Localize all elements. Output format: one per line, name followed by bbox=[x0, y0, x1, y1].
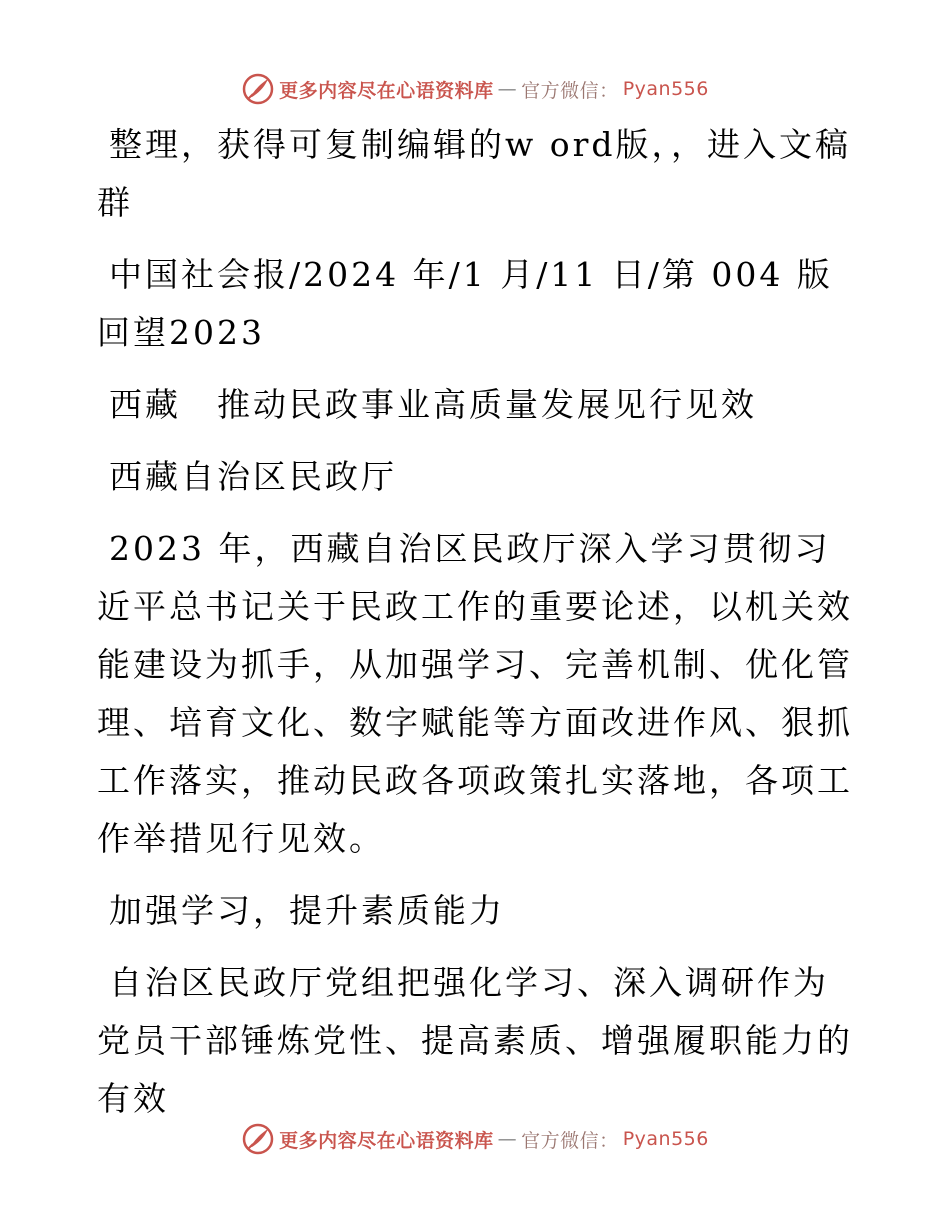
watermark-header bbox=[0, 72, 950, 106]
watermark-dash: — bbox=[497, 1128, 518, 1150]
paragraph-body-2: 自治区民政厅党组把强化学习、深入调研作为党员干部锤炼党性、提高素质、增强履职能力的有效 bbox=[97, 963, 853, 1118]
article-title: 西藏 推动民政事业高质量发展见行见效 bbox=[109, 385, 757, 424]
feather-pen-logo-icon bbox=[241, 1122, 275, 1156]
watermark-dash: — bbox=[497, 78, 518, 100]
watermark-wechat-id: Pyan556 bbox=[622, 1128, 709, 1150]
watermark-main-text: 更多内容尽在心语资料库 bbox=[279, 1129, 494, 1152]
document-body bbox=[97, 116, 857, 1128]
paragraph-body-1: 2023 年，西藏自治区民政厅深入学习贯彻习近平总书记关于民政工作的重要论述，以机关效能建设为抓手，从加强学习、完善机制、优化管理、培育文化、数字赋能等方面改进作风、狠抓工作落实，推动民政各项政策扎实落地，各项工作举措见行见效。 bbox=[97, 529, 853, 858]
watermark-sub-text: 官方微信： bbox=[521, 79, 619, 102]
watermark-wechat-id: Pyan556 bbox=[622, 78, 709, 100]
watermark-sub-text: 官方微信： bbox=[521, 1129, 619, 1152]
section-heading: 加强学习，提升素质能力 bbox=[109, 891, 505, 930]
paragraph-source-line: 中国社会报/2024 年/1 月/11 日/第 004 版回望2023 bbox=[97, 255, 833, 352]
paragraph-intro: 整理，获得可复制编辑的w ord版，，进入文稿群 bbox=[97, 125, 852, 222]
watermark-main-text: 更多内容尽在心语资料库 bbox=[279, 79, 494, 102]
article-author: 西藏自治区民政厅 bbox=[109, 457, 397, 496]
watermark-footer bbox=[0, 1122, 950, 1156]
feather-pen-logo-icon bbox=[241, 72, 275, 106]
